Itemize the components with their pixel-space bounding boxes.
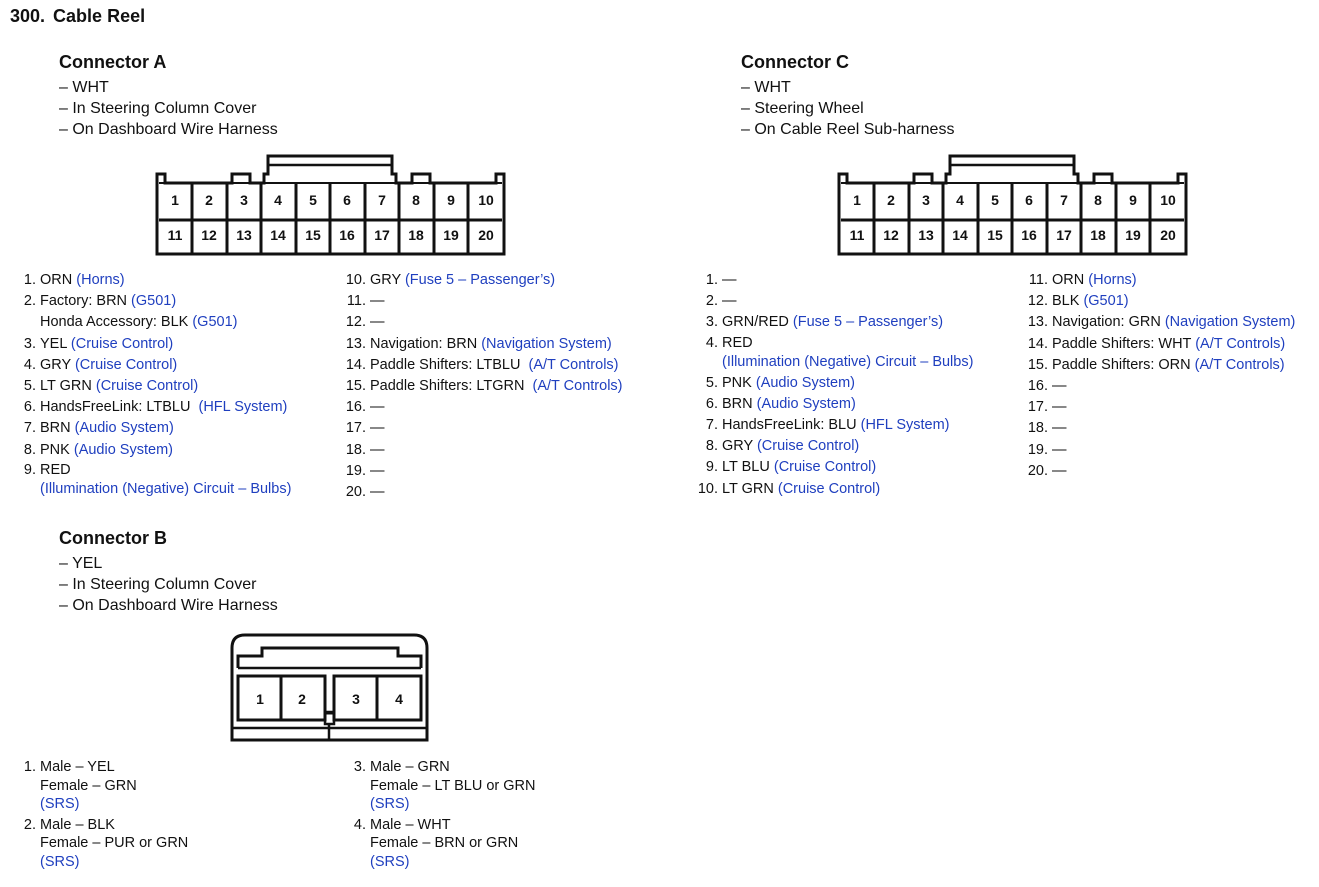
pin-link[interactable]: (Fuse 5 – Passenger’s) (792, 314, 944, 331)
pin-male: Male – WHT (370, 816, 451, 833)
pin-row (10, 270, 330, 291)
pin-row (340, 270, 660, 291)
pin-number: 5. (705, 374, 718, 391)
connector-a-cell: 20 (478, 227, 494, 243)
connector-a-cell: 6 (343, 192, 351, 208)
pin-row (1022, 376, 1317, 397)
pin-number: 3. (23, 335, 36, 352)
pin-number: 2. (705, 293, 718, 310)
pin-wire: — (370, 420, 385, 437)
pin-row (1022, 355, 1317, 376)
pin-female: Female – BRN or GRN (370, 835, 519, 851)
pin-row (340, 334, 660, 355)
pin-wire: — (370, 441, 385, 458)
pin-row (340, 816, 660, 872)
pin-number: 19. (1027, 441, 1048, 458)
pin-row (692, 436, 1012, 457)
pin-wire: ORN (40, 272, 73, 288)
pin-number: 15. (1027, 356, 1048, 373)
connector-a-cell: 16 (339, 227, 355, 243)
pin-wire: Paddle Shifters: LTGRN (370, 378, 525, 395)
pin-row (10, 418, 330, 439)
pin-row (340, 758, 660, 814)
pin-link[interactable]: (Fuse 5 – Passenger’s) (404, 272, 556, 288)
pin-row (340, 397, 660, 418)
connector-c-cell: 10 (1160, 192, 1176, 208)
connector-a-cell: 18 (408, 227, 424, 243)
pin-wire: GRY (722, 438, 753, 455)
connector-a-cell: 3 (240, 192, 248, 208)
pin-row (340, 440, 660, 461)
pin-row (1022, 397, 1317, 418)
connector-b-cell: 4 (395, 691, 403, 707)
pin-wire: — (1052, 441, 1067, 458)
pin-wire: — (1052, 378, 1067, 395)
pin-wire: Paddle Shifters: WHT (1052, 335, 1192, 352)
connector-a-cell: 2 (205, 192, 213, 208)
pin-number: 1. (23, 759, 36, 775)
connector-b-cell: 1 (256, 691, 264, 707)
pin-number: 2. (23, 293, 36, 310)
pin-link[interactable]: (Horns) (1088, 272, 1137, 288)
connector-a-cell: 19 (443, 227, 459, 243)
pin-row (692, 270, 1012, 291)
connector-c-cell: 3 (922, 192, 930, 208)
pin-link[interactable]: (G501) (192, 314, 238, 331)
pin-row (692, 312, 1012, 333)
pin-row (1022, 291, 1317, 312)
pin-wire: BRN (722, 395, 753, 412)
pin-row (340, 461, 660, 482)
pin-row (1022, 440, 1317, 461)
pin-link[interactable]: (Audio System) (74, 420, 174, 437)
pin-row (340, 312, 660, 333)
connector-b-cell: 3 (352, 691, 360, 707)
pin-link[interactable]: (HFL System) (860, 417, 950, 434)
connector-c-cell: 2 (887, 192, 895, 208)
pin-number: 1. (705, 272, 718, 288)
pin-wire: RED (722, 334, 753, 351)
pin-number: 4. (705, 334, 718, 351)
pin-wire: — (370, 462, 385, 479)
connector-c-cell: 20 (1160, 227, 1176, 243)
pin-number: 10. (345, 272, 366, 288)
pin-link[interactable]: (Cruise Control) (74, 356, 178, 373)
pin-number: 10. (697, 480, 718, 497)
pin-link[interactable]: (Navigation System) (1164, 314, 1296, 331)
pin-number: 9. (705, 459, 718, 476)
pin-number: 7. (705, 417, 718, 434)
connector-b-cell: 2 (298, 691, 306, 707)
pin-wire: — (370, 314, 385, 331)
pin-number: 18. (345, 441, 366, 458)
pin-row (10, 397, 330, 418)
pin-female: Female – PUR or GRN (40, 835, 189, 851)
pin-wire: Paddle Shifters: ORN (1052, 356, 1191, 373)
pin-row (10, 440, 330, 461)
connector-c-cell: 4 (956, 192, 964, 208)
connector-a-cell: 8 (412, 192, 420, 208)
pin-row (10, 334, 330, 355)
connector-c-harness: – On Cable Reel Sub-harness (741, 119, 954, 140)
pin-number: 6. (23, 399, 36, 416)
pin-link[interactable]: (Cruise Control) (777, 480, 881, 497)
pin-row (692, 415, 1012, 436)
pin-number: 4. (353, 816, 366, 833)
connector-c-cell: 9 (1129, 192, 1137, 208)
pin-wire: ORN (1052, 272, 1085, 288)
pin-row (692, 394, 1012, 415)
pin-wire: — (370, 484, 385, 501)
connector-c-cell: 8 (1094, 192, 1102, 208)
pin-wire-alt: Honda Accessory: BLK (40, 314, 189, 331)
connector-b-diagram (226, 628, 434, 746)
pin-wire: Paddle Shifters: LTBLU (370, 356, 521, 373)
pin-link[interactable]: (Audio System) (73, 441, 173, 458)
pin-number: 20. (345, 484, 366, 501)
pin-link[interactable]: (G501) (131, 293, 177, 310)
connector-b-location: – In Steering Column Cover (59, 574, 278, 595)
pin-row (1022, 461, 1317, 482)
pin-wire: YEL (40, 335, 67, 352)
connector-c-pins-left (692, 270, 1012, 500)
connector-a-cell: 7 (378, 192, 386, 208)
connector-b-description (59, 553, 278, 616)
pin-link[interactable]: (HFL System) (198, 399, 288, 416)
pin-number: 11. (346, 293, 366, 310)
pin-number: 15. (345, 378, 366, 395)
page-number: 300. (10, 6, 46, 26)
connector-b-heading: Connector B (59, 528, 167, 548)
pin-number: 3. (705, 314, 718, 331)
connector-c-cell: 12 (883, 227, 899, 243)
connector-a-cell: 12 (201, 227, 217, 243)
pin-row (340, 376, 660, 397)
pin-row (10, 816, 330, 872)
pin-male: Male – YEL (40, 759, 115, 775)
pin-row (1022, 312, 1317, 333)
pin-wire: Navigation: BRN (370, 335, 478, 352)
pin-row (692, 373, 1012, 394)
connector-a-cell: 9 (447, 192, 455, 208)
pin-row (10, 461, 330, 499)
connector-a-cell: 14 (270, 227, 286, 243)
pin-number: 16. (1027, 378, 1048, 395)
pin-link[interactable]: (Audio System) (755, 374, 855, 391)
pin-wire: — (370, 293, 385, 310)
pin-wire: — (722, 293, 737, 310)
connector-c-cell: 13 (918, 227, 934, 243)
pin-link[interactable]: (SRS) (370, 796, 410, 812)
connector-a-color: – WHT (59, 77, 278, 98)
connector-a-pins-left (10, 270, 330, 499)
connector-c-cell: 11 (849, 227, 865, 243)
pin-number: 13. (345, 335, 366, 352)
pin-link[interactable]: (Cruise Control) (70, 335, 174, 352)
pin-wire: RED (40, 461, 71, 478)
pin-link[interactable]: (A/T Controls) (532, 378, 623, 395)
connector-a-cell: 15 (305, 227, 321, 243)
connector-a-cell: 5 (309, 192, 317, 208)
connector-c-cell: 14 (952, 227, 968, 243)
connector-b-harness: – On Dashboard Wire Harness (59, 595, 278, 616)
pin-number: 13. (1027, 314, 1048, 331)
connector-c-heading: Connector C (741, 52, 849, 72)
page-title (10, 6, 145, 27)
pin-wire: PNK (40, 441, 70, 458)
connector-c-cell: 16 (1021, 227, 1037, 243)
pin-wire: LT BLU (722, 459, 770, 476)
connector-a-cell: 11 (167, 227, 183, 243)
pin-female: Female – LT BLU or GRN (370, 777, 536, 794)
pin-number: 19. (345, 462, 366, 479)
connector-a-cell: 1 (171, 192, 179, 208)
pin-number: 18. (1027, 420, 1048, 437)
pin-wire: Navigation: GRN (1052, 314, 1161, 331)
pin-number: 14. (345, 356, 366, 373)
connector-b-pins-left (10, 758, 330, 873)
connector-c-cell: 1 (853, 192, 861, 208)
connector-a-cell: 10 (478, 192, 494, 208)
pin-wire: — (1052, 462, 1067, 479)
page-title-text: Cable Reel (53, 6, 146, 26)
pin-row (692, 334, 1012, 372)
connector-c-cell: 19 (1125, 227, 1141, 243)
pin-row (10, 291, 330, 333)
pin-wire: LT GRN (40, 378, 92, 395)
pin-wire: — (370, 399, 385, 416)
connector-c-cell: 17 (1056, 227, 1072, 243)
pin-row (692, 479, 1012, 500)
pin-wire: GRY (370, 272, 401, 288)
connector-b-color: – YEL (59, 553, 278, 574)
pin-number: 9. (23, 461, 36, 478)
pin-number: 1. (23, 272, 36, 288)
pin-row (340, 355, 660, 376)
connector-c-pins-right (1022, 270, 1317, 482)
pin-wire: Factory: BRN (40, 293, 128, 310)
connector-a-heading: Connector A (59, 52, 167, 72)
pin-link[interactable]: (Illumination (Negative) Circuit – Bulbs) (40, 480, 292, 497)
pin-row (1022, 334, 1317, 355)
pin-link[interactable]: (Cruise Control) (95, 378, 199, 395)
pin-row (1022, 270, 1317, 291)
pin-link[interactable]: (A/T Controls) (1194, 356, 1285, 373)
connector-a-cell: 13 (236, 227, 252, 243)
pin-link[interactable]: (SRS) (40, 796, 80, 812)
pin-male: Male – GRN (370, 759, 450, 775)
pin-wire: PNK (722, 374, 752, 391)
pin-wire: — (1052, 399, 1067, 416)
connector-c-color: – WHT (741, 77, 954, 98)
pin-wire: LT GRN (722, 480, 774, 497)
pin-number: 16. (345, 399, 366, 416)
connector-c-cell: 18 (1090, 227, 1106, 243)
pin-row (692, 291, 1012, 312)
connector-c-description (741, 77, 954, 140)
pin-number: 17. (345, 420, 366, 437)
pin-link[interactable]: (SRS) (40, 853, 80, 870)
connector-c-location: – Steering Wheel (741, 98, 954, 119)
pin-link[interactable]: (Illumination (Negative) Circuit – Bulbs) (722, 353, 974, 370)
pin-female: Female – GRN (40, 777, 137, 794)
pin-wire: GRN/RED (722, 314, 789, 331)
pin-number: 6. (705, 395, 718, 412)
pin-link[interactable]: (SRS) (370, 853, 410, 870)
pin-row (340, 418, 660, 439)
pin-number: 8. (705, 438, 718, 455)
pin-wire: HandsFreeLink: BLU (722, 417, 857, 434)
pin-row (692, 457, 1012, 478)
pin-wire: BRN (40, 420, 71, 437)
pin-row (10, 355, 330, 376)
connector-c-cell: 7 (1060, 192, 1068, 208)
pin-number: 5. (23, 378, 36, 395)
pin-number: 12. (1027, 293, 1048, 310)
connector-a-diagram (150, 150, 512, 260)
pin-male: Male – BLK (40, 816, 115, 833)
pin-number: 17. (1027, 399, 1048, 416)
connector-a-harness: – On Dashboard Wire Harness (59, 119, 278, 140)
pin-link[interactable]: (Audio System) (756, 395, 856, 412)
connector-a-pins-right (340, 270, 660, 503)
pin-wire: — (1052, 420, 1067, 437)
connector-a-description (59, 77, 278, 140)
pin-row (340, 291, 660, 312)
pin-link[interactable]: (A/T Controls) (1195, 335, 1286, 352)
pin-number: 11. (1028, 272, 1048, 288)
pin-wire: BLK (1052, 293, 1080, 310)
connector-c-cell: 15 (987, 227, 1003, 243)
pin-link[interactable]: (Horns) (76, 272, 125, 288)
connector-c-cell: 5 (991, 192, 999, 208)
pin-wire: GRY (40, 356, 71, 373)
pin-wire: HandsFreeLink: LTBLU (40, 399, 191, 416)
connector-a-cell: 4 (274, 192, 282, 208)
pin-number: 3. (353, 759, 366, 775)
pin-link[interactable]: (Cruise Control) (773, 459, 877, 476)
pin-number: 4. (23, 356, 36, 373)
pin-link[interactable]: (A/T Controls) (528, 356, 619, 373)
pin-link[interactable]: (Navigation System) (481, 335, 612, 352)
pin-link[interactable]: (Cruise Control) (756, 438, 860, 455)
pin-number: 7. (23, 420, 36, 437)
pin-link[interactable]: (G501) (1083, 293, 1129, 310)
connector-b-pins-right (340, 758, 660, 873)
pin-number: 20. (1027, 462, 1048, 479)
pin-row (340, 482, 660, 503)
connector-c-diagram (832, 150, 1194, 260)
pin-row (10, 376, 330, 397)
pin-number: 12. (345, 314, 366, 331)
connector-a-location: – In Steering Column Cover (59, 98, 278, 119)
pin-number: 14. (1027, 335, 1048, 352)
pin-wire: — (722, 272, 737, 288)
pin-row (1022, 418, 1317, 439)
connector-c-cell: 6 (1025, 192, 1033, 208)
pin-row (10, 758, 330, 814)
connector-a-cell: 17 (374, 227, 390, 243)
pin-number: 8. (23, 441, 36, 458)
pin-number: 2. (23, 816, 36, 833)
